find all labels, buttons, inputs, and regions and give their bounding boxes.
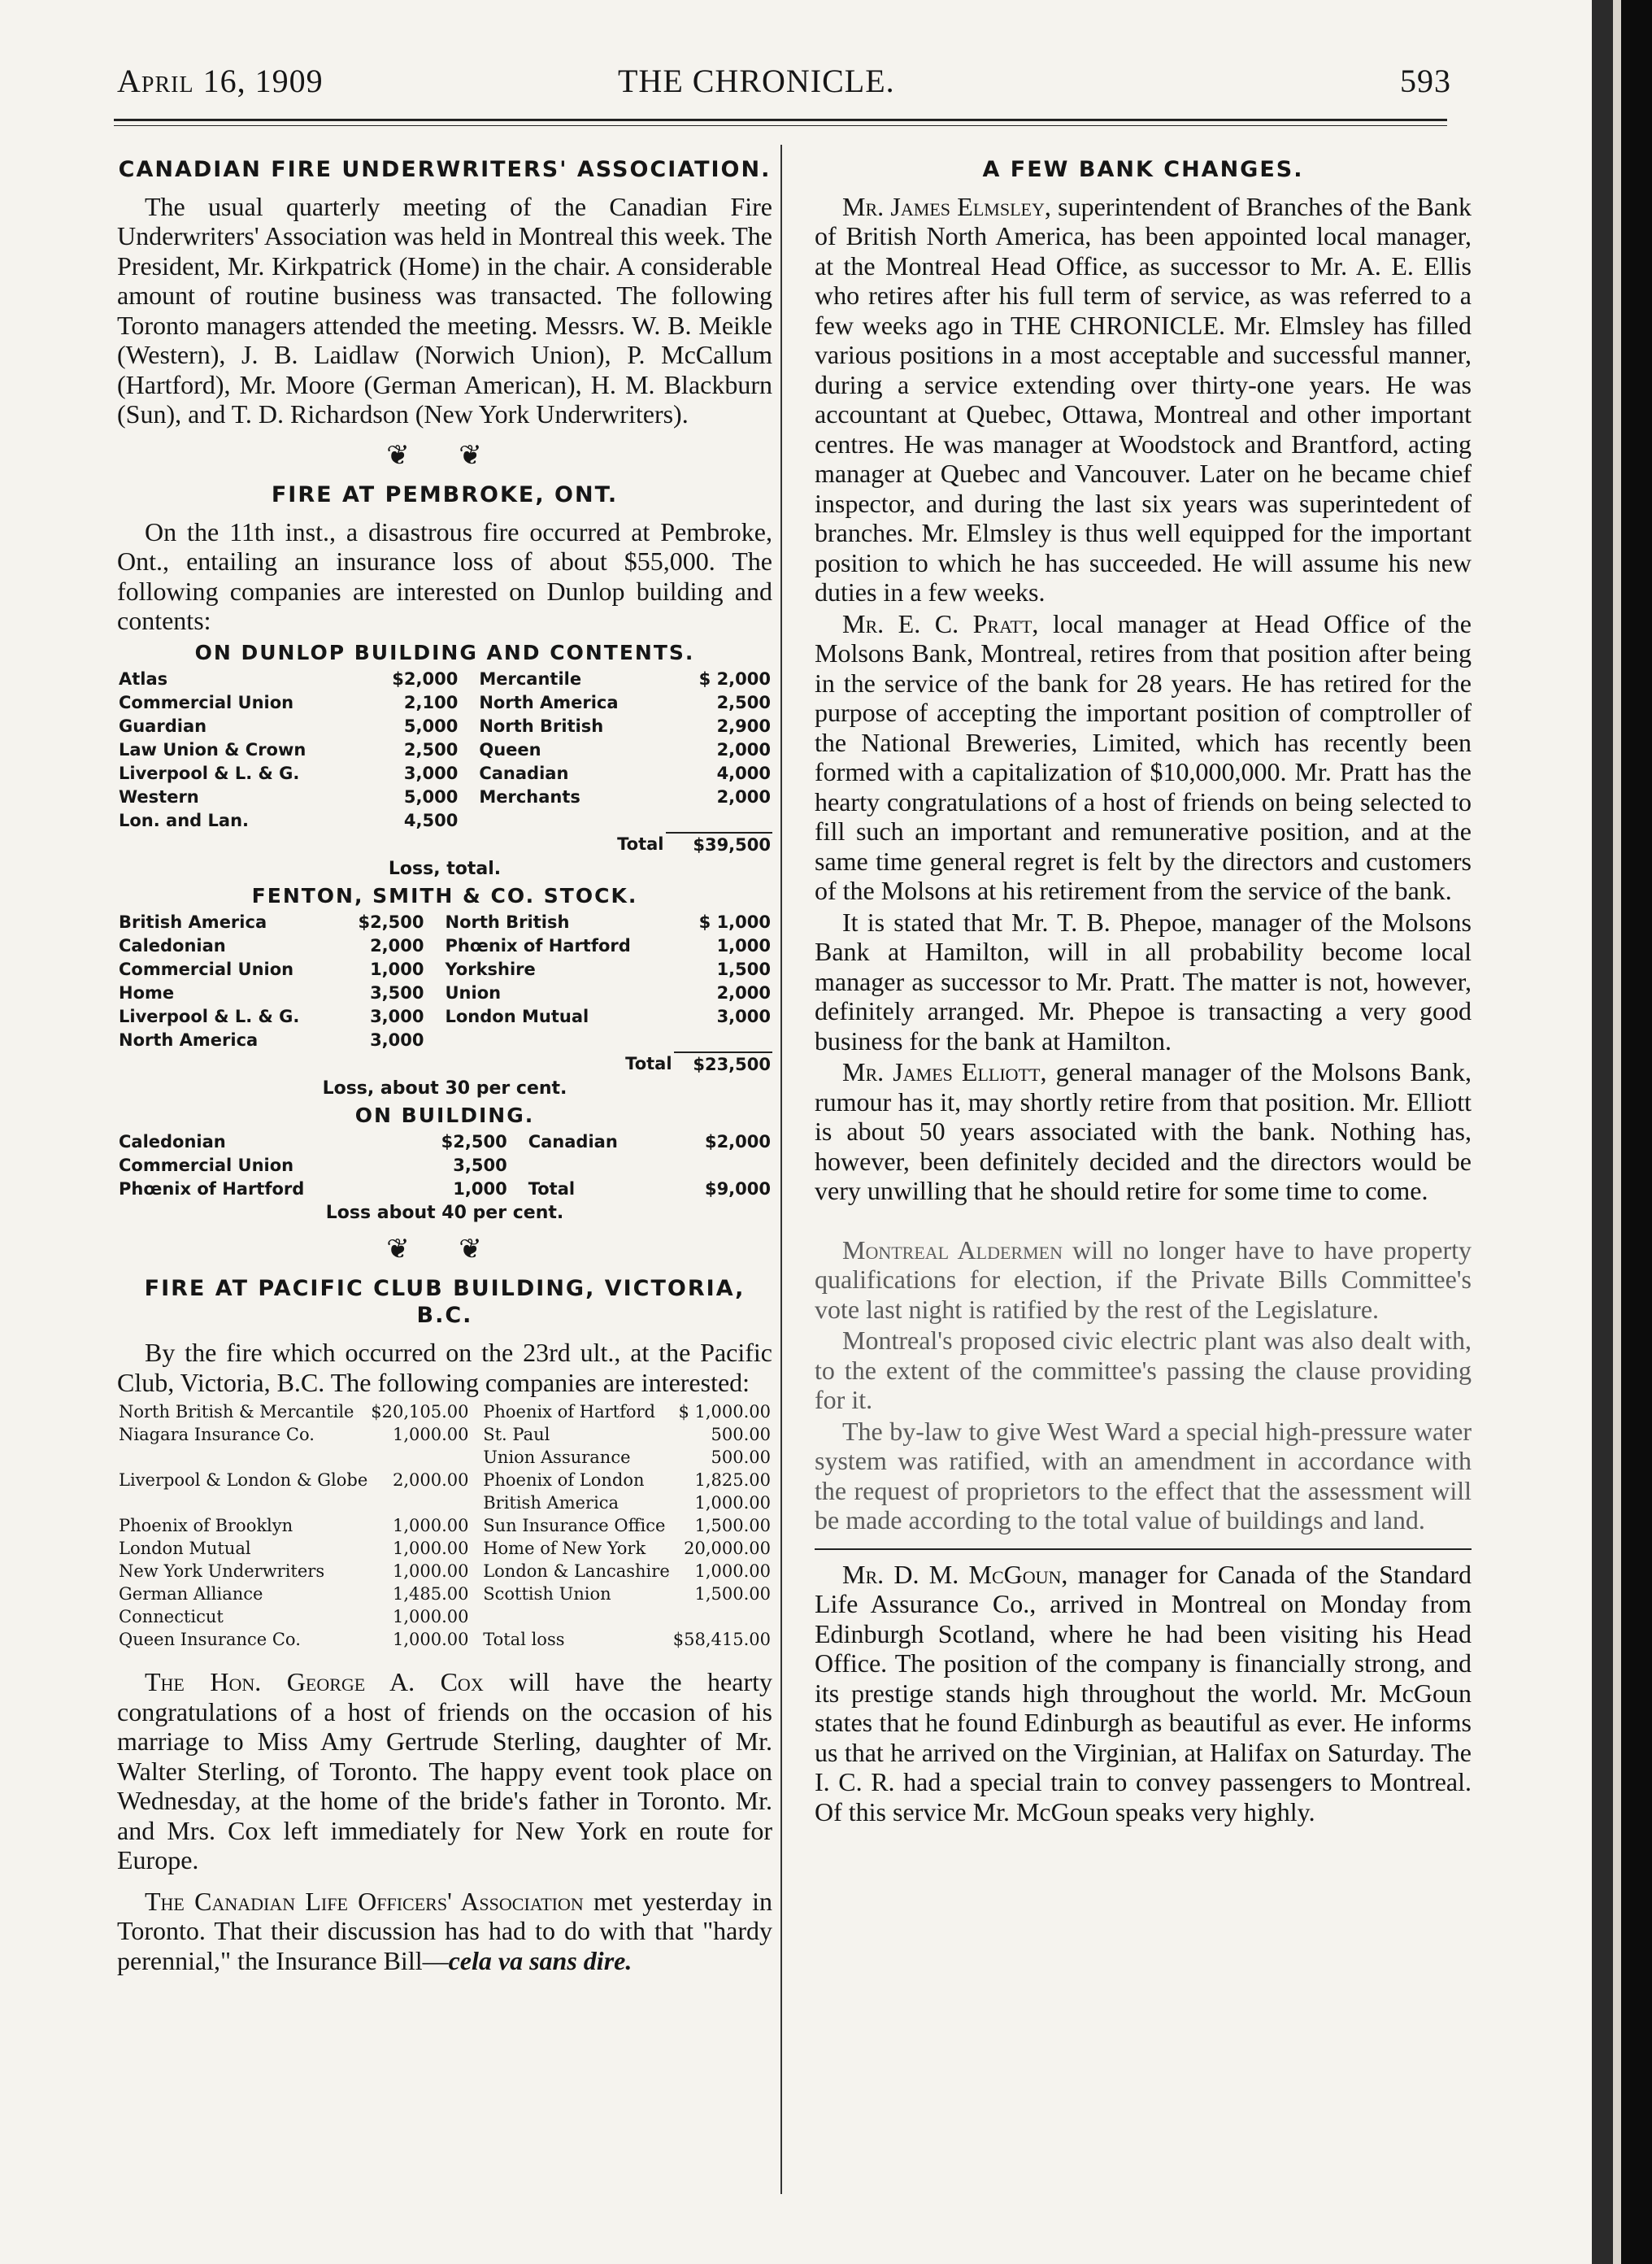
table-row [117, 1537, 772, 1560]
table-row [117, 1400, 772, 1423]
mcgoun-text: manager for Canada of the Standard Life Assurance Co., arrived in Montreal on Monday from Edinburgh Scotland, where he had been visiting his Head Office. The position of the company is financially strong, and its prestige stands high throughout the world. Mr. McGoun states that he found Edinburgh as beautiful as ever. He informs us that he arrived on the Virginian, at Halifax on Saturday. The I. C. R. had a special train to convey passengers to Montreal. Of this service Mr. McGoun speaks very highly. [815, 1559, 1472, 1826]
table-row [117, 1154, 772, 1178]
amount: 5,000 [403, 786, 459, 807]
amount: 2,500 [716, 692, 771, 712]
dunlop-table [117, 668, 772, 857]
company-name: Liverpool & L. & G. [119, 1006, 300, 1026]
elmsley-text: superintendent of Branches of the Bank of British North America, has been appointed local manager, at the Montreal Head Office, as successor to Mr. A. E. Ellis who retires after his full term of service, as was referred to a few weeks ago in THE CHRONICLE. Mr. Elmsley has filled various positions in a most acceptable and successful manner, during a service extending over thirty-one years. He was accountant at Quebec, Ottawa, Montreal and other important centres. He was manager at Woodstock and Brantford, acting manager at Quebec and Vancouver. Later on he became chief inspector, and during the last six years was superintedent of branches. Mr. Elmsley is thus well equipped for the important position to which he has succeeded. He will assume his new duties in a few weeks. [815, 191, 1472, 607]
table-row [117, 1130, 772, 1154]
amount: $2,000 [392, 668, 459, 689]
elliott-paragraph [815, 1057, 1472, 1206]
aldermen-paragraph [815, 1235, 1472, 1325]
amount: 1,500.00 [694, 1516, 771, 1535]
amount: $9,000 [704, 1178, 771, 1199]
fenton-table [117, 911, 772, 1077]
amount [667, 1154, 772, 1178]
company-name: German Alliance [119, 1584, 263, 1604]
company-name: Phœnix of Hartford [445, 935, 631, 956]
company-name: Phoenix of Hartford [483, 1402, 656, 1422]
clo-italic: cela va sans dire. [448, 1945, 633, 1975]
table-row [117, 1491, 772, 1514]
left-column [117, 146, 772, 1975]
amount: 1,825.00 [694, 1470, 771, 1490]
table-row [117, 911, 772, 934]
company-name: Union [445, 982, 502, 1003]
company-name: Queen Insurance Co. [119, 1630, 301, 1649]
company-name: British America [483, 1493, 620, 1513]
company-name: Liverpool & L. & G. [119, 763, 300, 783]
pacific-text: By the fire which occurred on the 23rd ult., at the Pacific Club, Victoria, B.C. The following companies are interested: [117, 1338, 772, 1397]
column-divider [780, 145, 782, 2194]
ornament-icon: ❦ ❦ [386, 1234, 503, 1265]
company-name: Atlas [119, 668, 168, 689]
pembroke-heading: FIRE AT PEMBROKE, ONT. [271, 481, 619, 507]
company-name: North America [479, 692, 619, 712]
company-name [444, 1029, 674, 1052]
company-name: London Mutual [119, 1539, 251, 1558]
amount: $ 1,000 [698, 912, 771, 932]
elmsley-lead: Mr. James Elmsley, [842, 191, 1051, 221]
ornament-icon: ❦ ❦ [386, 440, 503, 471]
aldermen-text: will no longer have to have property qualifications for election, if the Private Bills Committee's vote last night is ratified by the rest of the Legislature. [815, 1234, 1472, 1324]
company-name: Commercial Union [119, 1155, 294, 1175]
header-rule-thin [114, 125, 1447, 126]
amount: 2,900 [716, 716, 771, 736]
table-row [117, 762, 772, 786]
table-row [117, 691, 772, 715]
amount: 3,000 [370, 1030, 424, 1050]
company-name: Liverpool & London & Globe [119, 1470, 368, 1490]
bank-heading: A FEW BANK CHANGES. [982, 157, 1304, 182]
amount: 2,000 [716, 786, 771, 807]
amount: 4,500 [403, 810, 459, 830]
company-name: London & Lancashire [483, 1561, 670, 1581]
amount: 3,000 [403, 763, 459, 783]
company-name: Guardian [119, 716, 207, 736]
company-name: Total loss [483, 1630, 565, 1649]
building-note: Loss about 40 per cent. [325, 1202, 564, 1223]
company-name: Yorkshire [445, 959, 536, 979]
company-name: Lon. and Lan. [119, 810, 249, 830]
dunlop-note: Loss, total. [388, 858, 502, 879]
west-ward-paragraph: The by-law to give West Ward a special high-pressure water system was ratified, with an amendment in accordance with the request of proprietors to the effect that the assessment will be made according to the total value of buildings and land. [815, 1416, 1472, 1535]
amount: $2,500 [358, 912, 424, 932]
company-name: Total [528, 1178, 576, 1199]
amount: 1,000.00 [694, 1493, 771, 1513]
company-name: Canadian [479, 763, 569, 783]
elliott-text: general manager of the Molsons Bank, rumour has it, may shortly retire from that position. Mr. Elliott is about 50 years associated with the bank. Nothing has, however, been definitely decided and the directors would be very unwilling that he should retire for some time to come. [815, 1057, 1472, 1206]
amount: 3,500 [453, 1155, 507, 1175]
table-row [117, 1583, 772, 1605]
amount: 1,000.00 [393, 1539, 469, 1558]
amount: 2,000 [716, 739, 771, 760]
amount: 1,000.00 [393, 1425, 469, 1444]
cfua-heading: CANADIAN FIRE UNDERWRITERS' ASSOCIATION. [118, 157, 772, 182]
amount: 500.00 [711, 1448, 771, 1467]
company-name: Phœnix of Hartford [119, 1178, 305, 1199]
amount: $20,105.00 [371, 1402, 469, 1422]
dunlop-caption: ON DUNLOP BUILDING AND CONTENTS. [194, 640, 695, 664]
amount: 2,100 [403, 692, 459, 712]
pacific-heading: FIRE AT PACIFIC CLUB BUILDING, VICTORIA, B.C. [144, 1275, 746, 1329]
amount [369, 1446, 470, 1469]
aldermen-lead: Montreal Aldermen [842, 1234, 1063, 1265]
company-name: North British [479, 716, 604, 736]
pacific-table [117, 1400, 772, 1651]
cfua-text: The usual quarterly meeting of the Canadian Fire Underwriters' Association was held in Montreal this week. The President, Mr. Kirkpatrick (Home) in the chair. A considerable amount of routine business was transacted. The following Toronto managers attended the meeting. Messrs. W. B. Meikle (Western), J. B. Laidlaw (Norwich Union), P. McCallum (Hartford), Mr. Moore (German American), H. M. Blackburn (Sun), and T. D. Richardson (New York Underwriters). [117, 191, 772, 429]
company-name: North British [445, 912, 570, 932]
amount: 3,000 [370, 1006, 424, 1026]
company-name [117, 1491, 369, 1514]
company-name: North America [119, 1030, 259, 1050]
amount: 1,500.00 [694, 1584, 771, 1604]
fenton-caption: FENTON, SMITH & CO. STOCK. [251, 883, 638, 908]
amount: 20,000.00 [684, 1539, 771, 1558]
building-table [117, 1130, 772, 1201]
page-edge [1592, 0, 1613, 2264]
amount: 1,000 [716, 935, 771, 956]
table-row [117, 738, 772, 762]
header-page-number: 593 [1400, 63, 1451, 99]
amount: 2,000.00 [393, 1470, 469, 1490]
amount: 5,000 [403, 716, 459, 736]
company-name: St. Paul [483, 1425, 550, 1444]
company-name: Commercial Union [119, 959, 294, 979]
amount: 1,000.00 [393, 1561, 469, 1581]
company-name: Home [119, 982, 175, 1003]
company-name: British America [119, 912, 267, 932]
company-name: Home of New York [483, 1539, 646, 1558]
company-name: Mercantile [479, 668, 582, 689]
company-name [117, 1446, 369, 1469]
dunlop-total: $39,500 [666, 833, 773, 857]
table-row [117, 1005, 772, 1029]
amount: $ 1,000.00 [678, 1402, 771, 1422]
amount [674, 1029, 772, 1052]
company-name: Caledonian [119, 1131, 226, 1152]
cox-text: will have the hearty congratulations of a host of friends on the occasion of his marriage to Miss Amy Gertrude Sterling, daughter of Mr. Walter Sterling, of Toronto. The happy event took place on Wednesday, at the home of the bride's father in Toronto. Mr. and Mrs. Cox left immediately for New York en route for Europe. [117, 1667, 773, 1874]
amount [672, 1605, 772, 1628]
mcgoun-lead: Mr. D. M. McGoun, [842, 1559, 1068, 1589]
amount [666, 809, 773, 833]
company-name [481, 1605, 672, 1628]
amount: 1,500 [716, 959, 771, 979]
mcgoun-paragraph [815, 1560, 1472, 1827]
amount: $ 2,000 [698, 668, 771, 689]
right-column [815, 146, 1472, 1826]
company-name: Queen [479, 739, 541, 760]
amount: 1,000.00 [393, 1630, 469, 1649]
company-name: Sun Insurance Office [483, 1516, 666, 1535]
building-caption: ON BUILDING. [354, 1103, 535, 1127]
fenton-total-label: Total [625, 1054, 672, 1073]
table-row [117, 715, 772, 738]
table-row [117, 934, 772, 958]
pembroke-text: On the 11th inst., a disastrous fire occurred at Pembroke, Ont., entailing an insurance loss of about $55,000. The following companies are interested on Dunlop building and contents: [117, 516, 772, 635]
elliott-lead: Mr. James Elliott, [842, 1057, 1047, 1087]
table-row [117, 1560, 772, 1583]
table-row [117, 786, 772, 809]
company-name: Union Assurance [483, 1448, 631, 1467]
table-row [117, 982, 772, 1005]
company-name: Scottish Union [483, 1584, 611, 1604]
cox-lead: The Hon. George A. Cox [145, 1667, 484, 1696]
company-name [527, 1154, 667, 1178]
amount: 2,000 [716, 982, 771, 1003]
clo-text: met yesterday in Toronto. That their discussion has had to do with that "hardy perennial," the Insurance Bill— [117, 1886, 772, 1975]
amount: 1,000 [453, 1178, 507, 1199]
table-row [117, 668, 772, 691]
amount: $58,415.00 [672, 1630, 771, 1649]
table-row [117, 1029, 772, 1052]
company-name: North British & Mercantile [119, 1402, 354, 1422]
table-row [117, 1423, 772, 1446]
company-name: Niagara Insurance Co. [119, 1425, 315, 1444]
company-name: Western [119, 786, 199, 807]
clo-lead: The Canadian Life Officers' Association [145, 1886, 584, 1916]
electric-plant-paragraph: Montreal's proposed civic electric plant was also dealt with, to the extent of the committee's passing the clause providing for it. [815, 1326, 1472, 1415]
table-row [117, 1605, 772, 1628]
amount: 4,000 [716, 763, 771, 783]
amount: 2,000 [370, 935, 424, 956]
fenton-note: Loss, about 30 per cent. [322, 1078, 567, 1099]
company-name: London Mutual [445, 1006, 589, 1026]
table-row [117, 1628, 772, 1651]
page-edge-light [1613, 0, 1621, 2264]
company-name [477, 809, 665, 833]
company-name: Commercial Union [119, 692, 294, 712]
pratt-paragraph [815, 609, 1472, 906]
table-row [117, 958, 772, 982]
amount: 2,500 [403, 739, 459, 760]
company-name: Phoenix of Brooklyn [119, 1516, 293, 1535]
amount: 500.00 [711, 1425, 771, 1444]
company-name: Connecticut [119, 1607, 224, 1626]
amount: 3,000 [716, 1006, 771, 1026]
clo-paragraph [117, 1887, 772, 1976]
section-rule [815, 1548, 1472, 1550]
amount: $2,000 [704, 1131, 771, 1152]
table-row [117, 1178, 772, 1201]
header-rule [114, 119, 1447, 121]
amount: 1,000.00 [694, 1561, 771, 1581]
header-date: April 16, 1909 [117, 63, 324, 99]
company-name: Merchants [479, 786, 580, 807]
amount: 3,500 [370, 982, 424, 1003]
amount: 1,000.00 [393, 1516, 469, 1535]
table-row [117, 1446, 772, 1469]
amount [369, 1491, 470, 1514]
amount: 1,000 [370, 959, 424, 979]
company-name: New York Underwriters [119, 1561, 325, 1581]
pratt-text: local manager at Head Office of the Molsons Bank, Montreal, retires from that position after being in the service of the bank for 28 years. He has retired for the purpose of accepting the important position of comptroller of the National Breweries, Limited, which has recently been formed with a capitalization of $10,000,000. Mr. Pratt has the hearty congratulations of a host of friends on being selected to fill such an important and remunerative position, and at the same time general regret is felt by the directors and customers of the Molsons at his retirement from the service of the bank. [815, 608, 1472, 906]
table-row [117, 809, 772, 833]
dunlop-total-label: Total [617, 834, 664, 854]
company-name: Caledonian [119, 935, 226, 956]
table-row [117, 1469, 772, 1491]
pratt-lead: Mr. E. C. Pratt, [842, 608, 1039, 638]
amount: $2,500 [441, 1131, 507, 1152]
company-name: Phoenix of London [483, 1470, 645, 1490]
amount: 1,000.00 [393, 1607, 469, 1626]
amount: 1,485.00 [393, 1584, 469, 1604]
phepoe-paragraph: It is stated that Mr. T. B. Phepoe, manager of the Molsons Bank at Hamilton, will in all probability become local manager as successor to Mr. Pratt. The matter is not, however, definitely arranged. Mr. Phepoe is transacting a very good business for the bank at Hamilton. [815, 907, 1472, 1056]
company-name: Law Union & Crown [119, 739, 306, 760]
fenton-total: $23,500 [674, 1052, 772, 1077]
cox-paragraph [117, 1667, 772, 1875]
elmsley-paragraph [815, 192, 1472, 607]
header-title: THE CHRONICLE. [618, 63, 895, 99]
table-row [117, 1514, 772, 1537]
company-name: Canadian [528, 1131, 618, 1152]
